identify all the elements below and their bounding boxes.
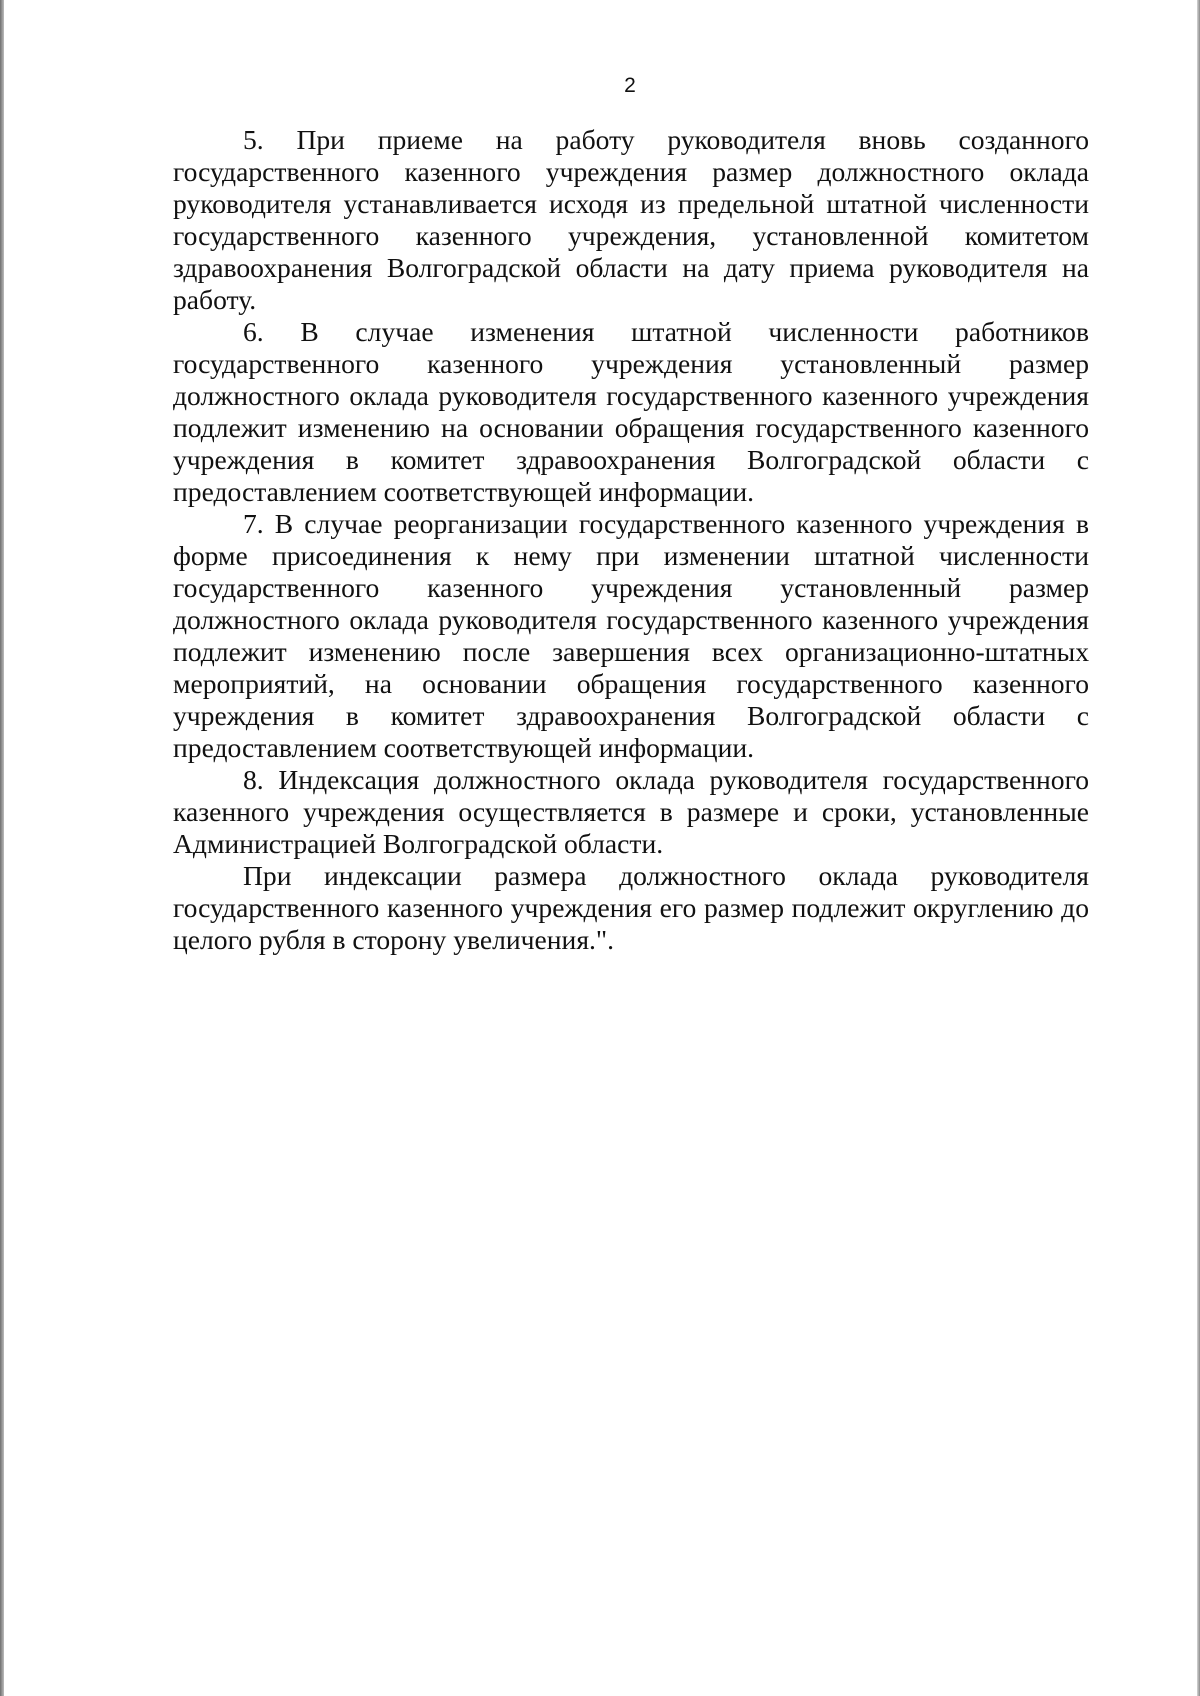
page-number: 2 [624, 74, 636, 97]
scan-edge-left [0, 0, 4, 1696]
document-body [173, 124, 1089, 956]
paragraph-7: 7. В случае реорганизации государственного казенного учреждения в форме присоединения к нему при изменении штатной численности государственного казенного учреждения установленный размер должностного оклада руководителя государственного казенного учреждения подлежит изменению после завершения всех организационно-штатных мероприятий, на основании обращения государственного казенного учреждения в комитет здравоохранения Волгоградской области с предоставлением соответствующей информации. [173, 508, 1089, 763]
paragraph-8: 8. Индексация должностного оклада руководителя государственного казенного учреждения осуществляется в размере и сроки, установленные Администрацией Волгоградской области. [173, 764, 1089, 859]
paragraph-indexation-rounding: При индексации размера должностного оклада руководителя государственного казенного учреждения его размер подлежит округлению до целого рубля в сторону увеличения.". [173, 860, 1089, 955]
paragraph-5: 5. При приеме на работу руководителя вновь созданного государственного казенного учреждения размер должностного оклада руководителя устанавливается исходя из предельной штатной численности государственного казенного учреждения, установленной комитетом здравоохранения Волгоградской области на дату приема руководителя на работу. [173, 124, 1089, 315]
paragraph-6: 6. В случае изменения штатной численности работников государственного казенного учреждения установленный размер должностного оклада руководителя государственного казенного учреждения подлежит изменению на основании обращения государственного казенного учреждения в комитет здравоохранения Волгоградской области с предоставлением соответствующей информации. [173, 316, 1089, 507]
